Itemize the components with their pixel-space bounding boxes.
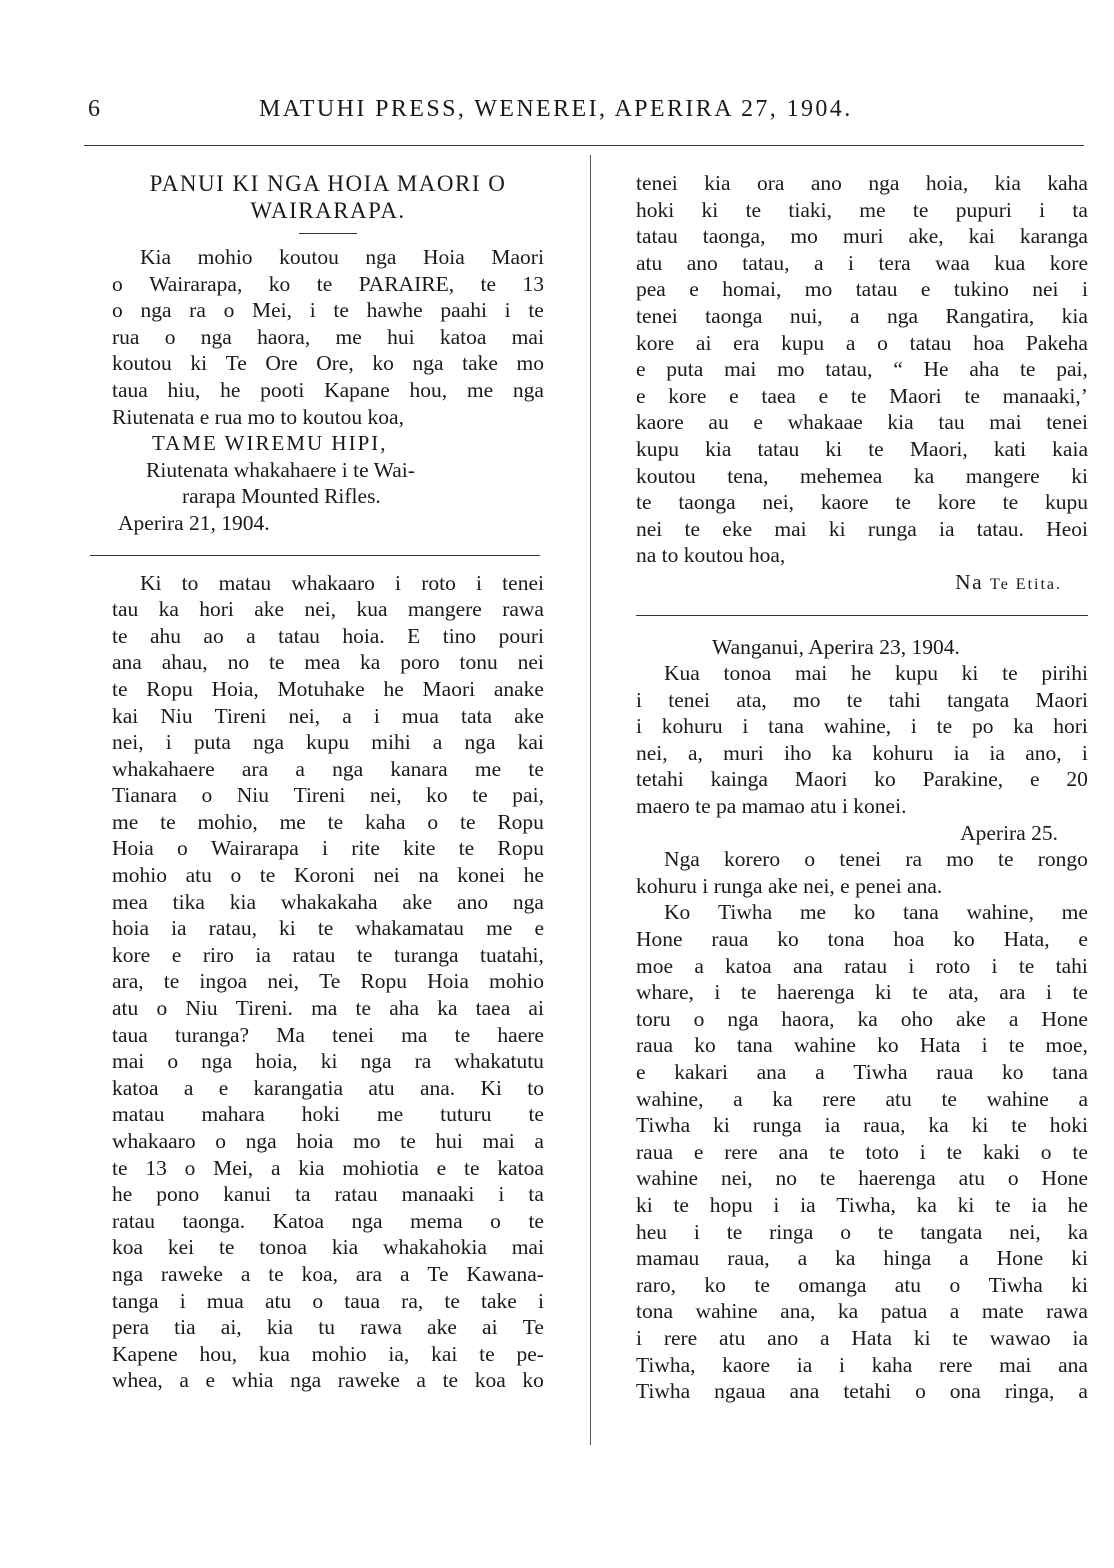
text-line: Riutenata e rua mo to koutou koa,	[112, 404, 404, 429]
text-line: o nga ra o Mei, i te hawhe paahi i te	[112, 298, 544, 323]
text-line: tetahi kainga Maori ko Parakine, e 20	[636, 767, 1088, 792]
text-line: whea, a e whia nga raweke a te koa ko	[112, 1368, 544, 1393]
text-line: taua turanga? Ma tenei ma te haere	[112, 1022, 544, 1047]
editor-signoff	[636, 569, 1088, 599]
text-line: kupu kia tatau ki te Maori, kati kaia	[636, 436, 1088, 461]
text-line: raua ko tana wahine ko Hata i te moe,	[636, 1033, 1088, 1058]
editorial-text	[112, 570, 544, 1394]
text-line: e kore e taea e te Maori te manaaki,’	[636, 383, 1088, 408]
header-rule	[84, 145, 1084, 146]
signoff-name: Te Etita.	[990, 575, 1062, 593]
text-line: raua e rere ana te toto i te kaki o te	[636, 1139, 1088, 1164]
text-line: kohuru i runga ake nei, e penei ana.	[636, 873, 943, 898]
text-line: kore ai era kupu a o tatau hoa Pakeha	[636, 330, 1088, 355]
text-line: e kakari ana a Tiwha raua ko tana	[636, 1060, 1088, 1084]
notice-title-line: PANUI KI NGA HOIA MAORI O	[149, 171, 507, 196]
text-line: Tiwha, kaore ia i kaha rere mai ana	[636, 1352, 1088, 1377]
text-line: koa kei te tonoa kia whakahokia mai	[112, 1235, 544, 1260]
text-line: maero te pa mamao atu i konei.	[636, 794, 907, 819]
signature-role: Riutenata whakahaere i te Wai-	[146, 457, 415, 482]
text-line: tau ka hori ake nei, kua mangere rawa	[112, 597, 544, 622]
text-line: Kua tonoa mai he kupu ki te pirihi	[664, 661, 1088, 686]
text-line: whakaaro o nga hoia mo te hui mai a	[112, 1129, 544, 1153]
page-number: 6	[88, 96, 101, 122]
text-line: moe a katoa ana ratau i roto i te tahi	[636, 953, 1088, 978]
text-line: nga raweke a te koa, ara a Te Kawana-	[112, 1261, 544, 1286]
text-line: te Ropu Hoia, Motuhake he Maori anake	[112, 676, 544, 701]
text-line: te taonga nei, kaore te kore te kupu	[636, 490, 1088, 515]
signature-name: TAME WIREMU HIPI,	[152, 431, 388, 456]
text-line: toru o nga haora, ka oho ake a Hone	[636, 1006, 1088, 1031]
text-line: Tiwha ngaua ana tetahi o ona ringa, a	[636, 1379, 1088, 1404]
text-line: kai Niu Tireni nei, a i mua tata ake	[112, 703, 544, 728]
text-line: me te mohio, me te kaha o te Ropu	[112, 809, 544, 834]
text-line: tatau taonga, mo muri ake, kai karanga	[636, 224, 1088, 249]
text-line: atu ano tatau, a i tera waa kua kore	[636, 250, 1088, 275]
left-column	[112, 170, 544, 1394]
text-line: wahine, a ka rere atu te wahine a	[636, 1086, 1088, 1111]
text-line: pera tia ai, kia tu rawa ake ai Te	[112, 1315, 544, 1340]
text-line: Tiwha ki runga ia raua, ka ki te hoki	[636, 1113, 1088, 1138]
text-line: mohio atu o te Koroni nei na konei he	[112, 863, 544, 888]
signoff-prefix: Na	[955, 569, 991, 594]
text-line: mai o nga hoia, ki nga ra whakatutu	[112, 1049, 544, 1074]
signature-role: rarapa Mounted Rifles.	[182, 484, 381, 509]
text-line: ratau taonga. Katoa nga mema o te	[112, 1208, 544, 1233]
text-line: kore e riro ia ratau te turanga tuatahi,	[112, 942, 544, 967]
text-line: ki te hopu i ia Tiwha, ka ki te ia he	[636, 1192, 1088, 1217]
news-dateline: Wanganui, Aperira 23, 1904.	[712, 634, 960, 659]
news-paragraph	[636, 846, 1088, 899]
text-line: ana ahau, no te mea ka poro tonu nei	[112, 650, 544, 675]
right-column	[636, 170, 1088, 1405]
text-line: Hoia o Wairarapa i rite kite te Ropu	[112, 836, 544, 861]
text-line: nei, i puta nga kupu mihi a nga kai	[112, 730, 544, 755]
text-line: Kapene hou, kua mohio ia, kai te pe-	[112, 1341, 544, 1366]
text-line: whare, i te haerenga ki te ata, ara i te	[636, 980, 1088, 1005]
text-line: i kohuru i tana wahine, i te po ka hori	[636, 714, 1088, 739]
text-line: nei te eke mai ki runga ia tatau. Heoi	[636, 516, 1088, 541]
text-line: katoa a e karangatia atu ana. Ki to	[112, 1075, 544, 1100]
text-line: koutou tena, mehemea ka mangere ki	[636, 463, 1088, 488]
text-line: te 13 o Mei, a kia mohiotia e te katoa	[112, 1155, 544, 1180]
text-line: matau mahara hoki me tuturu te	[112, 1102, 544, 1127]
text-line: raro, ko te omanga atu o Tiwha ki	[636, 1272, 1088, 1297]
text-line: tenei kia ora ano nga hoia, kia kaha	[636, 171, 1088, 195]
text-line: whakahaere ara a nga kanara me te	[112, 756, 544, 781]
text-line: he pono kanui ta ratau manaaki i ta	[112, 1182, 544, 1207]
text-line: mamau raua, a ka hinga a Hone ki	[636, 1246, 1088, 1271]
section-rule	[90, 555, 540, 556]
text-line: i rere atu ano a Hata ki te wawao ia	[636, 1325, 1088, 1350]
text-line: koutou ki Te Ore Ore, ko nga take mo	[112, 351, 544, 376]
text-line: Tianara o Niu Tireni nei, ko te pai,	[112, 783, 544, 808]
column-divider	[590, 155, 591, 1445]
section-rule	[636, 615, 1088, 616]
title-rule	[299, 233, 357, 234]
notice-title-line: WAIRARAPA.	[250, 198, 406, 223]
text-line: tanga i mua atu o taua ra, te take i	[112, 1288, 544, 1313]
notice-title	[112, 170, 544, 224]
text-line: ara, te ingoa nei, Te Ropu Hoia mohio	[112, 969, 544, 994]
notice-body	[112, 244, 544, 430]
editorial-text-continued	[636, 170, 1088, 569]
news-date: Aperira 25.	[960, 820, 1058, 845]
text-line: e puta mai mo tatau, “ He aha te pai,	[636, 357, 1088, 382]
notice-date: Aperira 21, 1904.	[118, 510, 270, 535]
text-line: tenei taonga nui, a nga Rangatira, kia	[636, 303, 1088, 328]
text-line: tona wahine ana, ka patua a mate rawa	[636, 1299, 1088, 1324]
running-head: MATUHI PRESS, WENEREI, APERIRA 27, 1904.	[259, 96, 853, 122]
text-line: Ki to matau whakaaro i roto i tenei	[140, 570, 544, 595]
page-header	[84, 94, 1044, 134]
text-line: nei, a, muri iho ka kohuru ia ia ano, i	[636, 740, 1088, 765]
text-line: kaore au e whakaae kia tau mai tenei	[636, 410, 1088, 435]
text-line: heu i te ringa o te tangata nei, ka	[636, 1219, 1088, 1244]
text-line: pea e homai, mo tatau e tukino nei i	[636, 277, 1088, 302]
text-line: Ko Tiwha me ko tana wahine, me	[664, 900, 1088, 925]
text-line: taua hiu, he pooti Kapane hou, me nga	[112, 377, 544, 402]
text-line: mea tika kia whakakaha ake ano nga	[112, 889, 544, 914]
text-line: Kia mohio koutou nga Hoia Maori	[140, 245, 544, 269]
news-paragraph	[636, 899, 1088, 1404]
news-paragraph	[636, 660, 1088, 820]
text-line: o Wairarapa, ko te PARAIRE, te 13	[112, 271, 544, 296]
text-line: te ahu ao a tatau hoia. E tino pouri	[112, 623, 544, 648]
text-line: Nga korero o tenei ra mo te rongo	[664, 847, 1088, 872]
text-line: i tenei ata, mo te tahi tangata Maori	[636, 687, 1088, 712]
text-line: hoki ki te tiaki, me te pupuri i ta	[636, 197, 1088, 222]
text-line: Hone raua ko tona hoa ko Hata, e	[636, 927, 1088, 952]
text-line: hoia ia ratau, ki te whakamatau me e	[112, 916, 544, 941]
text-line: atu o Niu Tireni. ma te aha ka taea ai	[112, 996, 544, 1021]
text-line: na to koutou hoa,	[636, 543, 786, 568]
text-line: wahine nei, no te haerenga atu o Hone	[636, 1166, 1088, 1191]
text-line: rua o nga haora, me hui katoa mai	[112, 324, 544, 349]
